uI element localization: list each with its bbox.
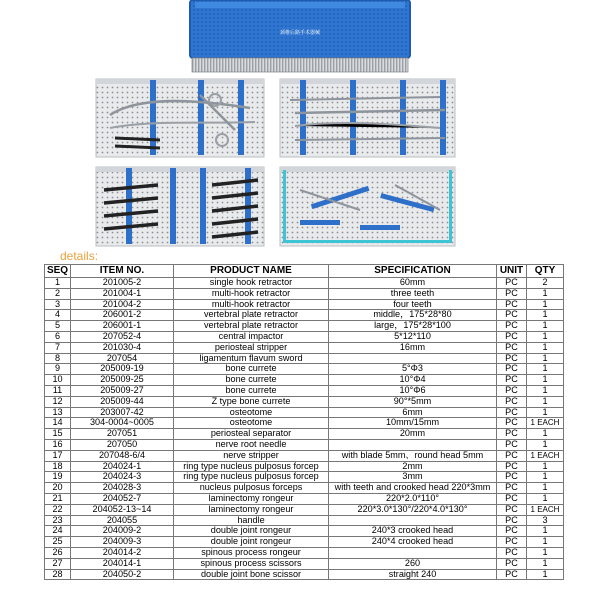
cell-qty: 1	[527, 558, 564, 569]
table-row	[45, 429, 564, 440]
cell-seq: 11	[45, 385, 71, 396]
table-row	[45, 493, 564, 504]
cell-seq: 15	[45, 429, 71, 440]
table-row	[45, 299, 564, 310]
cell-product-name: vertebral plate retractor	[174, 310, 329, 321]
cell-item-no: 207054	[71, 353, 174, 364]
cell-qty: 1	[527, 483, 564, 494]
cell-seq: 22	[45, 504, 71, 515]
cell-unit: PC	[497, 310, 527, 321]
cell-specification: three teeth	[329, 288, 497, 299]
cell-seq: 27	[45, 558, 71, 569]
cell-specification: 240*3 crooked head	[329, 526, 497, 537]
cell-unit: PC	[497, 537, 527, 548]
cell-seq: 16	[45, 439, 71, 450]
table-row	[45, 310, 564, 321]
table-header-row	[45, 265, 564, 278]
cell-product-name: ring type nucleus pulposus forcep	[174, 472, 329, 483]
cell-qty: 1	[527, 493, 564, 504]
cell-specification: 10°Φ6	[329, 385, 497, 396]
cell-specification: 16mm	[329, 342, 497, 353]
table-row	[45, 396, 564, 407]
header-unit: UNIT	[497, 265, 527, 278]
cell-specification: 2mm	[329, 461, 497, 472]
cell-specification: 240*4 crooked head	[329, 537, 497, 548]
table-row	[45, 515, 564, 526]
cell-item-no: 205009-25	[71, 375, 174, 386]
cell-specification: 10mm/15mm	[329, 418, 497, 429]
cell-product-name: Z type bone currete	[174, 396, 329, 407]
cell-product-name: bone currete	[174, 375, 329, 386]
cell-unit: PC	[497, 569, 527, 580]
cell-specification: with teeth and crooked head 220*3mm	[329, 483, 497, 494]
cell-product-name: central impactor	[174, 331, 329, 342]
cell-product-name: double joint rongeur	[174, 526, 329, 537]
cell-seq: 26	[45, 547, 71, 558]
table-row	[45, 375, 564, 386]
cell-specification: middle，175*28*80	[329, 310, 497, 321]
cell-seq: 1	[45, 278, 71, 289]
cell-item-no: 201005-2	[71, 278, 174, 289]
cell-seq: 10	[45, 375, 71, 386]
cell-unit: PC	[497, 321, 527, 332]
table-row	[45, 472, 564, 483]
cell-specification: 60mm	[329, 278, 497, 289]
cell-seq: 12	[45, 396, 71, 407]
header-item-no: ITEM NO.	[71, 265, 174, 278]
cell-item-no: 207051	[71, 429, 174, 440]
header-qty: QTY	[527, 265, 564, 278]
cell-qty: 1	[527, 299, 564, 310]
cell-unit: PC	[497, 375, 527, 386]
cell-qty: 1	[527, 353, 564, 364]
cell-seq: 28	[45, 569, 71, 580]
cell-item-no: 204028-3	[71, 483, 174, 494]
table-row	[45, 418, 564, 429]
cell-qty: 1	[527, 375, 564, 386]
cell-item-no: 204055	[71, 515, 174, 526]
cell-product-name: handle	[174, 515, 329, 526]
table-row	[45, 504, 564, 515]
cell-seq: 23	[45, 515, 71, 526]
cell-item-no: 304-0004~0005	[71, 418, 174, 429]
cell-specification	[329, 439, 497, 450]
cell-qty: 1	[527, 321, 564, 332]
cell-specification: 3mm	[329, 472, 497, 483]
tray-3	[96, 167, 264, 246]
cell-qty: 1	[527, 429, 564, 440]
cell-specification: 6mm	[329, 407, 497, 418]
specification-table	[44, 264, 564, 580]
cell-specification: 20mm	[329, 429, 497, 440]
cell-product-name: double joint bone scissor	[174, 569, 329, 580]
cell-product-name: periosteal stripper	[174, 342, 329, 353]
cell-unit: PC	[497, 353, 527, 364]
table-row	[45, 321, 564, 332]
cell-product-name: single hook retractor	[174, 278, 329, 289]
cell-seq: 5	[45, 321, 71, 332]
cell-qty: 1	[527, 331, 564, 342]
cell-seq: 25	[45, 537, 71, 548]
cell-product-name: nerve root needle	[174, 439, 329, 450]
cell-item-no: 201004-2	[71, 299, 174, 310]
cell-item-no: 204009-2	[71, 526, 174, 537]
table-row	[45, 407, 564, 418]
cell-seq: 6	[45, 331, 71, 342]
cell-qty: 1	[527, 472, 564, 483]
cell-product-name: osteotome	[174, 407, 329, 418]
cell-product-name: bone currete	[174, 385, 329, 396]
cell-item-no: 204024-3	[71, 472, 174, 483]
cell-qty: 1 EACH	[527, 450, 564, 461]
cell-unit: PC	[497, 385, 527, 396]
tray-1	[96, 79, 264, 157]
cell-product-name: vertebral plate retractor	[174, 321, 329, 332]
table-row	[45, 364, 564, 375]
cell-seq: 17	[45, 450, 71, 461]
cell-item-no: 205009-19	[71, 364, 174, 375]
table-row	[45, 439, 564, 450]
cell-unit: PC	[497, 504, 527, 515]
cell-qty: 1 EACH	[527, 418, 564, 429]
cell-seq: 18	[45, 461, 71, 472]
cell-item-no: 204014-2	[71, 547, 174, 558]
cell-unit: PC	[497, 396, 527, 407]
cell-qty: 1	[527, 342, 564, 353]
cell-item-no: 201030-4	[71, 342, 174, 353]
table-row	[45, 353, 564, 364]
cell-qty: 1	[527, 569, 564, 580]
cell-item-no: 207050	[71, 439, 174, 450]
cell-specification: 5°Φ3	[329, 364, 497, 375]
cell-unit: PC	[497, 547, 527, 558]
cell-product-name: multi-hook retractor	[174, 288, 329, 299]
cell-specification	[329, 547, 497, 558]
cell-unit: PC	[497, 461, 527, 472]
case-label: 颈椎后路手术器械	[279, 30, 321, 36]
cell-product-name: spinous process scissors	[174, 558, 329, 569]
sterilization-case	[190, 0, 410, 72]
cell-qty: 1	[527, 526, 564, 537]
cell-unit: PC	[497, 342, 527, 353]
table-row	[45, 537, 564, 548]
cell-item-no: 204052-7	[71, 493, 174, 504]
cell-specification: 10°Φ4	[329, 375, 497, 386]
cell-qty: 3	[527, 515, 564, 526]
cell-item-no: 204052-13~14	[71, 504, 174, 515]
header-product-name: PRODUCT NAME	[174, 265, 329, 278]
cell-item-no: 204050-2	[71, 569, 174, 580]
cell-qty: 1	[527, 439, 564, 450]
cell-seq: 9	[45, 364, 71, 375]
cell-product-name: multi-hook retractor	[174, 299, 329, 310]
cell-seq: 7	[45, 342, 71, 353]
cell-product-name: ring type nucleus pulposus forcep	[174, 461, 329, 472]
cell-unit: PC	[497, 558, 527, 569]
cell-qty: 1 EACH	[527, 504, 564, 515]
cell-product-name: osteotome	[174, 418, 329, 429]
cell-specification: 90°*5mm	[329, 396, 497, 407]
cell-product-name: periosteal separator	[174, 429, 329, 440]
cell-seq: 21	[45, 493, 71, 504]
table-row	[45, 278, 564, 289]
cell-specification: large，175*28*100	[329, 321, 497, 332]
cell-item-no: 204009-3	[71, 537, 174, 548]
cell-seq: 2	[45, 288, 71, 299]
cell-seq: 14	[45, 418, 71, 429]
cell-unit: PC	[497, 515, 527, 526]
cell-qty: 1	[527, 547, 564, 558]
cell-product-name: nerve stripper	[174, 450, 329, 461]
cell-product-name: double joint rongeur	[174, 537, 329, 548]
cell-specification: 220*3.0*130°/220*4.0*130°	[329, 504, 497, 515]
cell-specification: 220*2.0*110°	[329, 493, 497, 504]
cell-qty: 1	[527, 396, 564, 407]
cell-unit: PC	[497, 364, 527, 375]
cell-unit: PC	[497, 472, 527, 483]
table-row	[45, 483, 564, 494]
cell-unit: PC	[497, 450, 527, 461]
cell-specification	[329, 515, 497, 526]
table-row	[45, 385, 564, 396]
cell-item-no: 206001-1	[71, 321, 174, 332]
cell-seq: 8	[45, 353, 71, 364]
tray-4	[280, 167, 455, 246]
cell-unit: PC	[497, 493, 527, 504]
table-row	[45, 558, 564, 569]
cell-item-no: 207052-4	[71, 331, 174, 342]
cell-seq: 4	[45, 310, 71, 321]
cell-item-no: 203007-42	[71, 407, 174, 418]
cell-seq: 20	[45, 483, 71, 494]
cell-unit: PC	[497, 299, 527, 310]
cell-unit: PC	[497, 429, 527, 440]
tray-2	[280, 79, 455, 157]
cell-specification	[329, 353, 497, 364]
cell-specification: with blade 5mm、round head 5mm	[329, 450, 497, 461]
cell-unit: PC	[497, 526, 527, 537]
table-row	[45, 342, 564, 353]
cell-item-no: 207048-6/4	[71, 450, 174, 461]
cell-item-no: 205009-44	[71, 396, 174, 407]
cell-specification: 5*12*110	[329, 331, 497, 342]
details-label: details:	[60, 249, 99, 263]
cell-product-name: bone currete	[174, 364, 329, 375]
cell-qty: 1	[527, 407, 564, 418]
cell-seq: 19	[45, 472, 71, 483]
table-row	[45, 331, 564, 342]
cell-specification: 260	[329, 558, 497, 569]
header-seq: SEQ	[45, 265, 71, 278]
cell-item-no: 205009-27	[71, 385, 174, 396]
cell-unit: PC	[497, 483, 527, 494]
table-row	[45, 569, 564, 580]
cell-qty: 1	[527, 385, 564, 396]
table-row	[45, 526, 564, 537]
cell-product-name: nucleus pulposus forceps	[174, 483, 329, 494]
cell-item-no: 206001-2	[71, 310, 174, 321]
cell-seq: 24	[45, 526, 71, 537]
cell-unit: PC	[497, 331, 527, 342]
table-row	[45, 547, 564, 558]
instrument-set-photo	[0, 0, 600, 252]
cell-qty: 2	[527, 278, 564, 289]
cell-unit: PC	[497, 418, 527, 429]
cell-product-name: ligamentum flavum sword	[174, 353, 329, 364]
cell-qty: 1	[527, 537, 564, 548]
cell-qty: 1	[527, 461, 564, 472]
table-row	[45, 288, 564, 299]
header-specification: SPECIFICATION	[329, 265, 497, 278]
cell-product-name: laminectomy rongeur	[174, 493, 329, 504]
table-row	[45, 450, 564, 461]
cell-unit: PC	[497, 288, 527, 299]
cell-seq: 13	[45, 407, 71, 418]
cell-qty: 1	[527, 364, 564, 375]
cell-seq: 3	[45, 299, 71, 310]
cell-product-name: spinous process rongeur	[174, 547, 329, 558]
cell-product-name: laminectomy rongeur	[174, 504, 329, 515]
table-row	[45, 461, 564, 472]
cell-qty: 1	[527, 310, 564, 321]
cell-unit: PC	[497, 439, 527, 450]
cell-item-no: 204024-1	[71, 461, 174, 472]
cell-unit: PC	[497, 407, 527, 418]
cell-item-no: 201004-1	[71, 288, 174, 299]
cell-qty: 1	[527, 288, 564, 299]
cell-unit: PC	[497, 278, 527, 289]
cell-specification: straight 240	[329, 569, 497, 580]
cell-specification: four teeth	[329, 299, 497, 310]
cell-item-no: 204014-1	[71, 558, 174, 569]
